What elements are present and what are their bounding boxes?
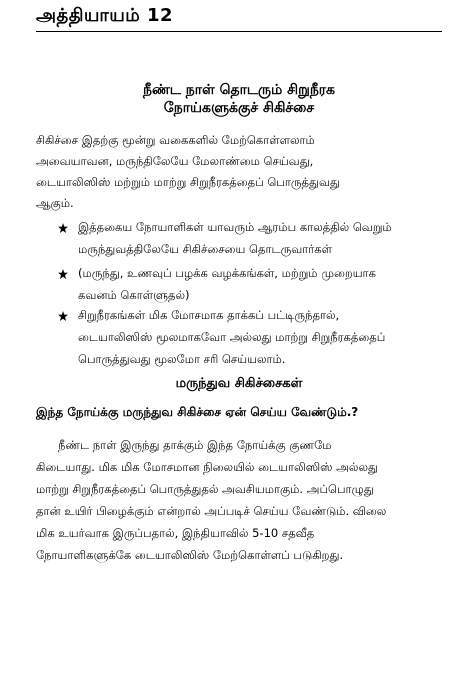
intro-line: டையாலிஸிஸ் மற்றும் மாற்று சிறுநீரகத்தைப் பொருத்துவது <box>36 175 340 189</box>
answer-line: மாற்று சிறுநீரகத்தைப் பொருத்துதல் அவசியமாகும். அப்பொழுது <box>36 482 374 496</box>
bullet-star-icon <box>58 311 68 321</box>
section-title-line-2: நோய்களுக்குச் சிகிச்சை <box>163 100 315 116</box>
bullet-line: கவனம் கொள்ளுதல்) <box>78 288 190 302</box>
section-title-line-1: நீண்ட நாள் தொடரும் சிறுநீரக <box>142 82 335 98</box>
bullet-line: மருந்துவத்திலேயே சிகிச்சையை தொடருவார்கள் <box>78 242 333 256</box>
bullet-star-icon <box>58 269 68 279</box>
bullet-line: பொருத்துவது மூலமோ சரி செய்யலாம். <box>78 352 286 366</box>
answer-line: மிக உயர்வாக இருப்பதால், இந்தியாவில் 5-10 சதவீத <box>36 526 315 540</box>
subheading: மருந்துவ சிகிச்சைகள் <box>175 376 303 391</box>
answer-line: கிடையாது. மிக மிக மோசமான நிலையில் டையாலிஸிஸ் அல்லது <box>36 460 378 474</box>
intro-line: அவையாவன, மருந்திலேயே மேலாண்மை செய்வது, <box>36 154 314 168</box>
answer-line: தான் உயிர் பிழைக்கும் என்றால் அப்படிச் செய்ய வேண்டும். விலை <box>36 504 387 518</box>
bullet-line: சிறுநீரகங்கள் மிக மோசமாக தாக்கப் பட்டிருந்தால், <box>78 308 340 322</box>
bullet-line: டையாலிஸிஸ் மூலமாகவோ அல்லது மாற்று சிறுநீரகத்தைப் <box>78 330 386 344</box>
answer-line: நீண்ட நாள் இருந்து தாக்கும் இந்த நோய்க்கு குணமே <box>58 438 332 452</box>
question-heading: இந்த நோய்க்கு மருந்துவ சிகிச்சை ஏன் செய்ய வேண்டும்.? <box>36 405 359 419</box>
bullet-line: (மருந்து, உணவுப் பழக்க வழக்கங்கள், மற்றும் முறையாக <box>78 266 376 280</box>
intro-line: ஆகும். <box>36 196 74 210</box>
bullet-line: இத்தகைய நோயாளிகள் யாவரும் ஆரம்ப காலத்தில் வெறும் <box>78 220 392 234</box>
intro-line: சிகிச்சை இதற்கு மூன்று வகைகளில் மேற்கொள்ளலாம் <box>36 133 315 147</box>
chapter-divider <box>36 31 442 32</box>
chapter-heading: அத்தியாயம் 12 <box>36 5 174 26</box>
answer-line: நோயாளிகளுக்கே டையாலிஸிஸ் மேற்கொள்ளப் படுகிறது. <box>36 548 344 562</box>
bullet-star-icon <box>58 223 68 233</box>
